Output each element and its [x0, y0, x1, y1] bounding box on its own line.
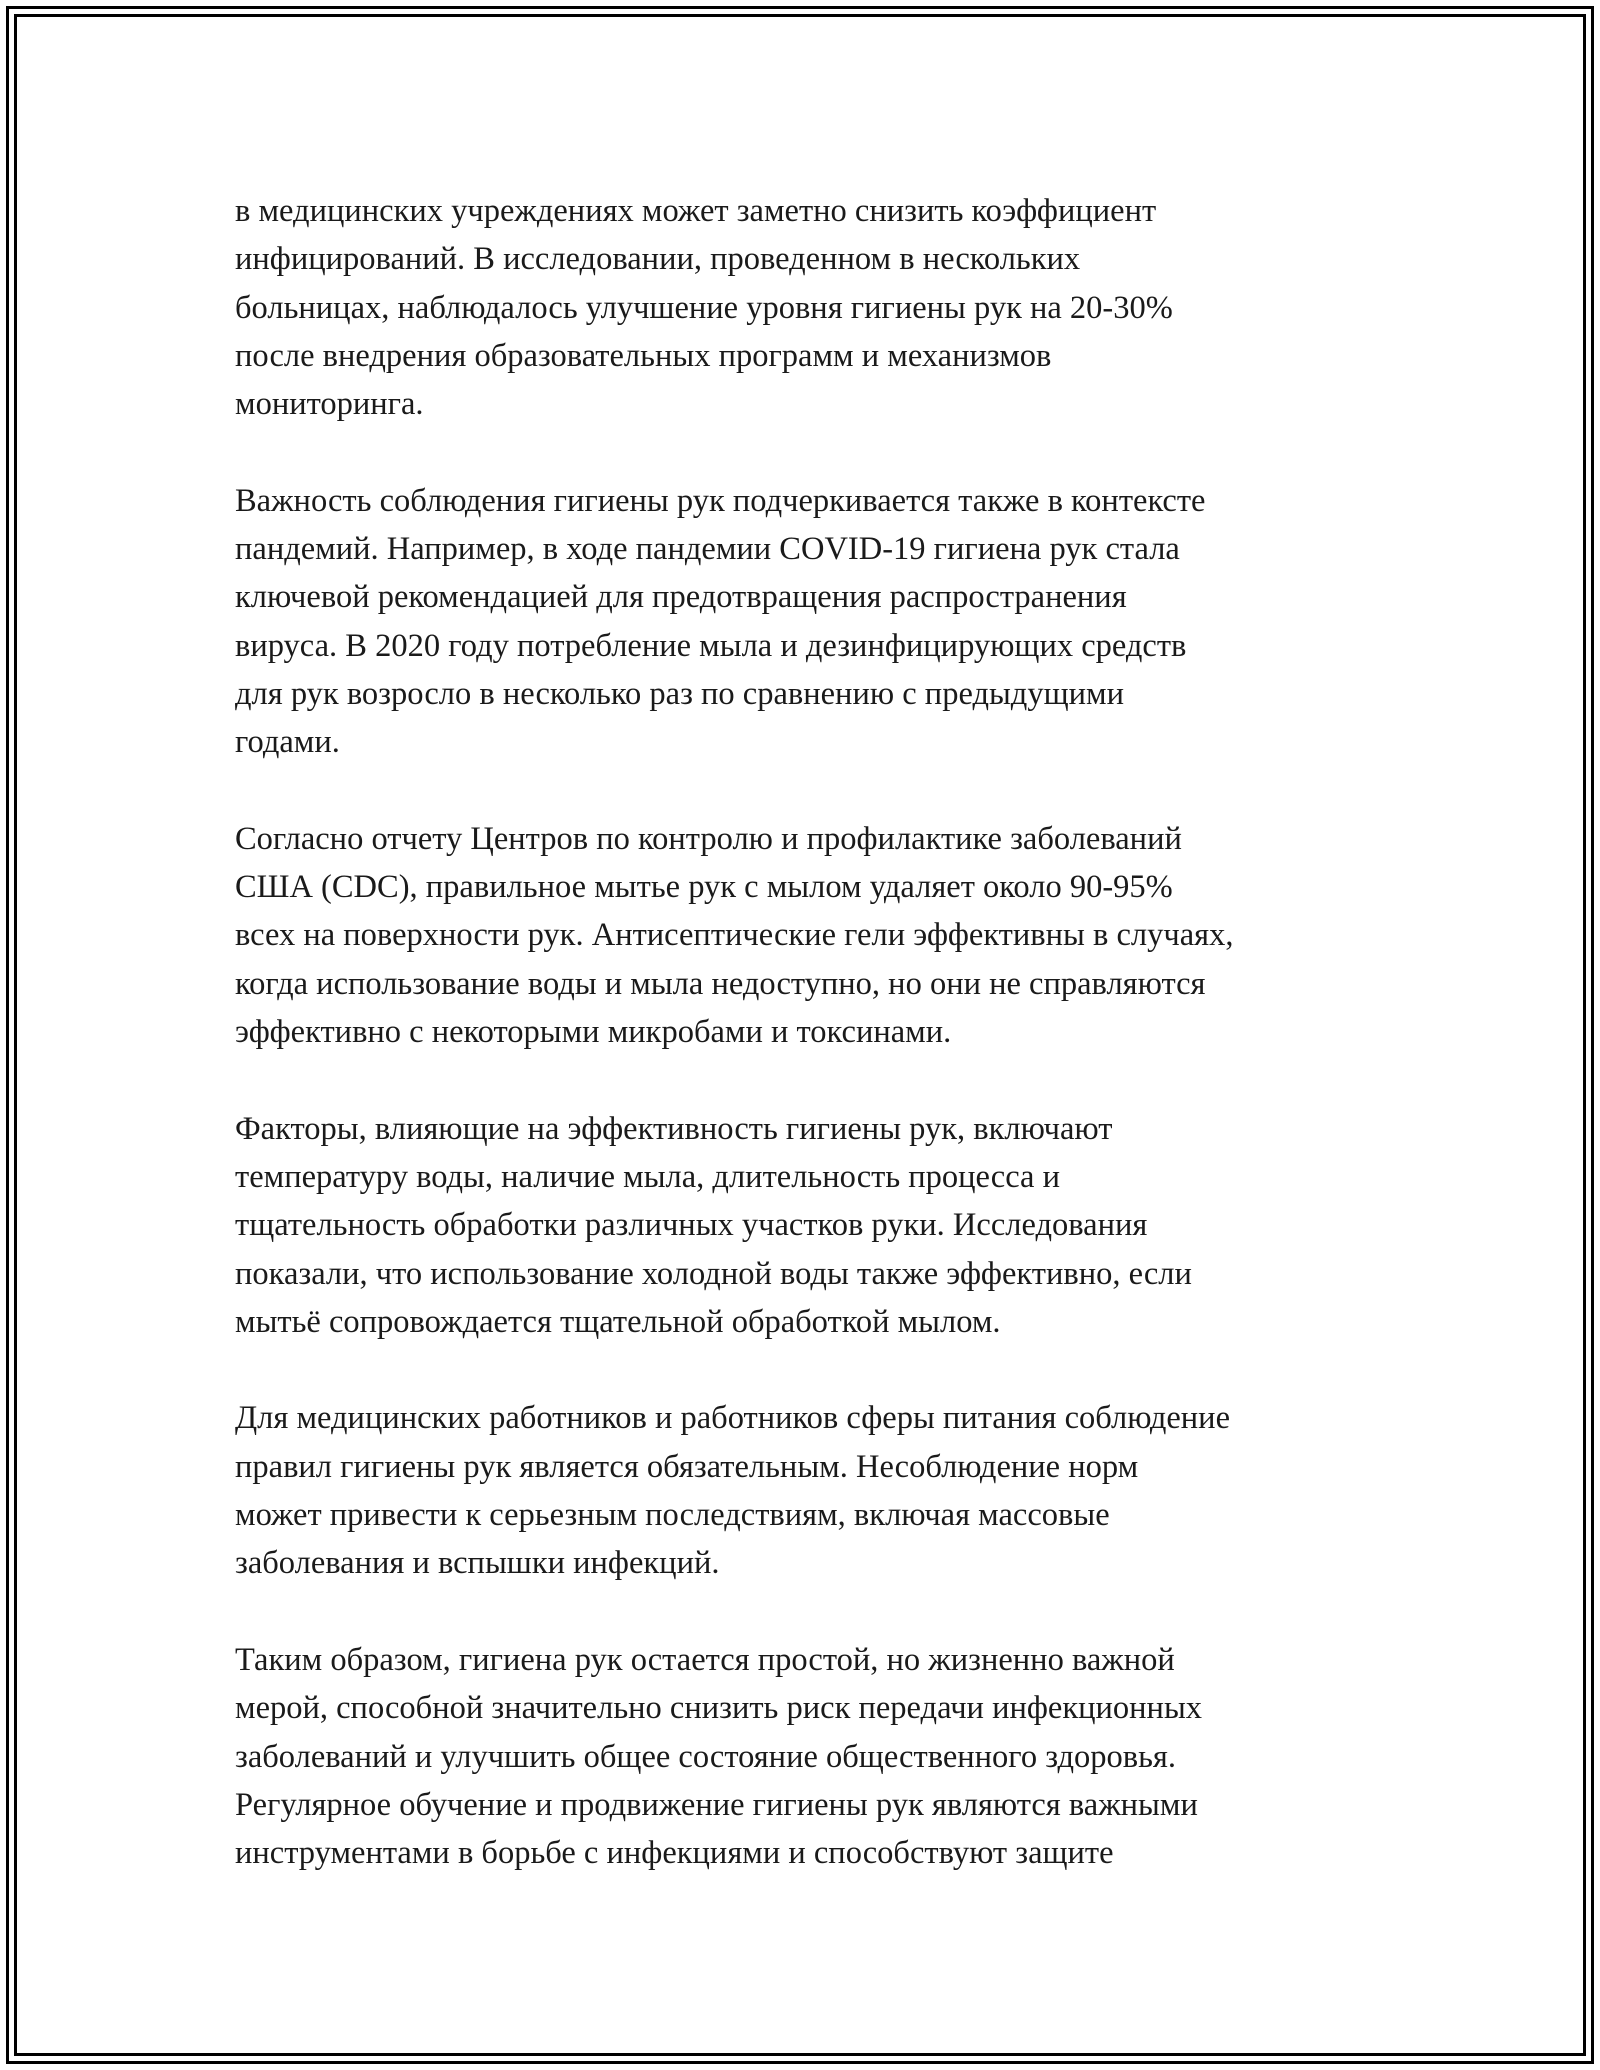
text-line: тщательность обработки различных участков руки. Исследования [235, 1207, 1148, 1244]
text-line: температуру воды, наличие мыла, длительность процесса и [235, 1158, 1060, 1195]
document-body [235, 187, 1395, 1926]
text-line: Согласно отчету Центров по контролю и профилактике заболеваний [235, 820, 1182, 857]
text-line: когда использование воды и мыла недоступно, но они не справляются [235, 965, 1206, 1002]
text-line: больницах, наблюдалось улучшение уровня гигиены рук на 20-30% [235, 289, 1173, 326]
text-line: всех на поверхности рук. Антисептические гели эффективны в случаях, [235, 917, 1234, 954]
paragraph-pandemic [235, 477, 1395, 767]
text-line: инструментами в борьбе с инфекциями и способствуют защите [235, 1835, 1114, 1872]
text-line: инфицирований. В исследовании, проведенном в нескольких [235, 241, 1081, 278]
text-line: Факторы, влияющие на эффективность гигиены рук, включают [235, 1110, 1113, 1147]
paragraph-cdc-report [235, 815, 1395, 1056]
text-line: пандемий. Например, в ходе пандемии COVID-19 гигиена рук стала [235, 531, 1180, 568]
text-line: после внедрения образовательных программ и механизмов [235, 337, 1052, 374]
text-line: заболевания и вспышки инфекций. [235, 1545, 720, 1582]
text-line: мерой, способной значительно снизить риск передачи инфекционных [235, 1690, 1203, 1727]
text-line: заболеваний и улучшить общее состояние общественного здоровья. [235, 1738, 1176, 1775]
text-line: эффективно с некоторыми микробами и токсинами. [235, 1014, 952, 1051]
paragraph-workers [235, 1394, 1395, 1587]
text-line: Важность соблюдения гигиены рук подчеркивается также в контексте [235, 482, 1206, 519]
text-line: Таким образом, гигиена рук остается простой, но жизненно важной [235, 1641, 1175, 1678]
text-line: Регулярное обучение и продвижение гигиены рук являются важными [235, 1786, 1198, 1823]
text-line: может привести к серьезным последствиям, включая массовые [235, 1497, 1110, 1534]
text-line: мытьё сопровождается тщательной обработкой мылом. [235, 1303, 1001, 1340]
paragraph-factors [235, 1105, 1395, 1346]
text-line: вируса. В 2020 году потребление мыла и дезинфицирующих средств [235, 627, 1187, 664]
text-line: в медицинских учреждениях может заметно снизить коэффициент [235, 193, 1157, 229]
text-line: Для медицинских работников и работников сферы питания соблюдение [235, 1400, 1230, 1437]
text-line: годами. [235, 724, 340, 761]
text-line: правил гигиены рук является обязательным. Несоблюдение норм [235, 1448, 1139, 1485]
paragraph-infection-rate [235, 187, 1395, 428]
paragraph-conclusion [235, 1636, 1395, 1877]
text-line: мониторинга. [235, 386, 424, 423]
text-line: показали, что использование холодной воды также эффективно, если [235, 1255, 1192, 1292]
text-line: США (CDC), правильное мытье рук с мылом удаляет около 90-95% [235, 869, 1173, 906]
text-line: ключевой рекомендацией для предотвращения распространения [235, 579, 1127, 616]
text-line: для рук возросло в несколько раз по сравнению с предыдущими [235, 675, 1124, 712]
